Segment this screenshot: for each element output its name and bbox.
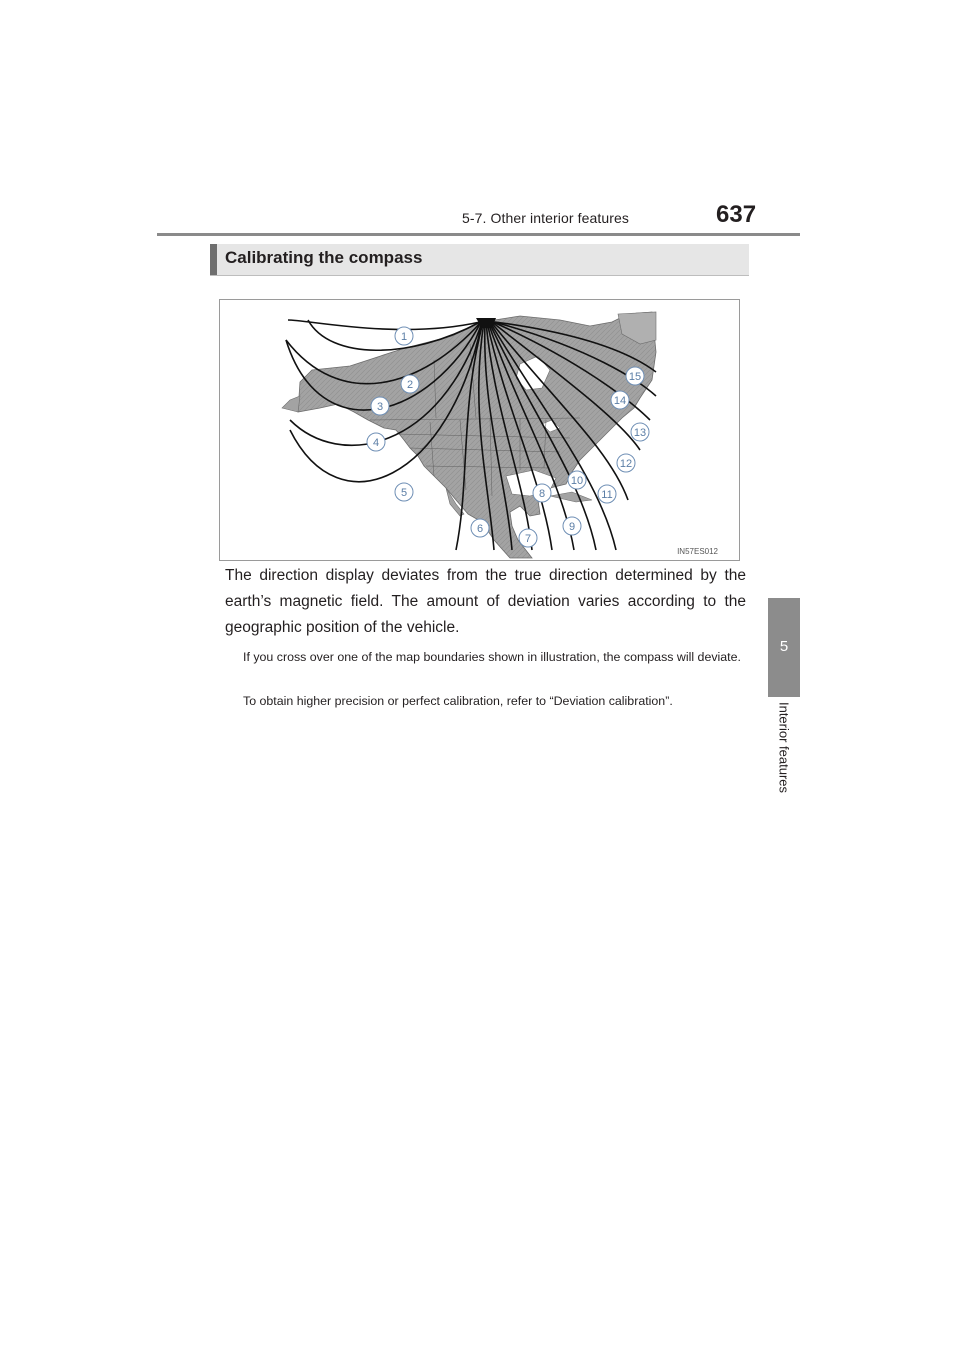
page-number: 637 (716, 201, 757, 228)
zone-label-7 (519, 529, 537, 547)
section-heading (210, 244, 749, 276)
zone-label-9 (563, 517, 581, 535)
zone-label-8 (533, 484, 551, 502)
zone-label-5 (395, 483, 413, 501)
zone-label-4 (367, 433, 385, 451)
zone-label-2 (401, 375, 419, 393)
chapter-tab-rule (768, 695, 800, 697)
zone-number-15: 15 (628, 371, 642, 383)
map-land-alaska-peninsula (282, 396, 300, 412)
section-title: Calibrating the compass (225, 248, 423, 267)
zone-number-9: 9 (568, 521, 576, 533)
header-rule (157, 233, 800, 236)
compass-zone-map (219, 299, 740, 561)
zone-number-6: 6 (476, 523, 484, 535)
note-map-boundaries: If you cross over one of the map boundaries shown in illustration, the compass will deviate. (243, 650, 741, 664)
zone-number-2: 2 (406, 379, 414, 391)
body-paragraph: The direction display deviates from the true direction determined by the earth’s magnetic field. The amount of deviation varies according to the geographic position of the vehicle. (225, 567, 746, 636)
zone-label-15 (626, 367, 644, 385)
zone-number-4: 4 (372, 437, 380, 449)
zone-label-11 (598, 485, 616, 503)
page-header-section: 5-7. Other interior features (462, 210, 629, 226)
zone-number-7: 7 (524, 533, 532, 545)
zone-label-1 (395, 327, 413, 345)
zone-number-3: 3 (376, 401, 384, 413)
zone-label-6 (471, 519, 489, 537)
map-land-cuba (550, 492, 592, 502)
figure-code: IN57ES012 (677, 547, 718, 556)
zone-label-12 (617, 454, 635, 472)
zone-label-14 (611, 391, 629, 409)
zone-number-14: 14 (613, 395, 627, 407)
zone-label-3 (371, 397, 389, 415)
zone-number-10: 10 (570, 475, 584, 487)
chapter-tab (768, 598, 800, 695)
section-heading-bar (210, 244, 217, 275)
chapter-number: 5 (779, 638, 789, 655)
note-deviation-calibration: To obtain higher precision or perfect calibration, refer to “Deviation calibration”. (243, 694, 673, 708)
zone-label-13 (631, 423, 649, 441)
chapter-label: Interior features (776, 701, 792, 794)
zone-number-13: 13 (633, 427, 647, 439)
zone-number-5: 5 (400, 487, 408, 499)
zone-number-1: 1 (400, 331, 408, 343)
zone-number-12: 12 (619, 458, 633, 470)
zone-label-10 (568, 471, 586, 489)
zone-number-8: 8 (538, 488, 546, 500)
zone-number-11: 11 (601, 489, 613, 501)
compass-zone-map-svg (220, 300, 739, 560)
